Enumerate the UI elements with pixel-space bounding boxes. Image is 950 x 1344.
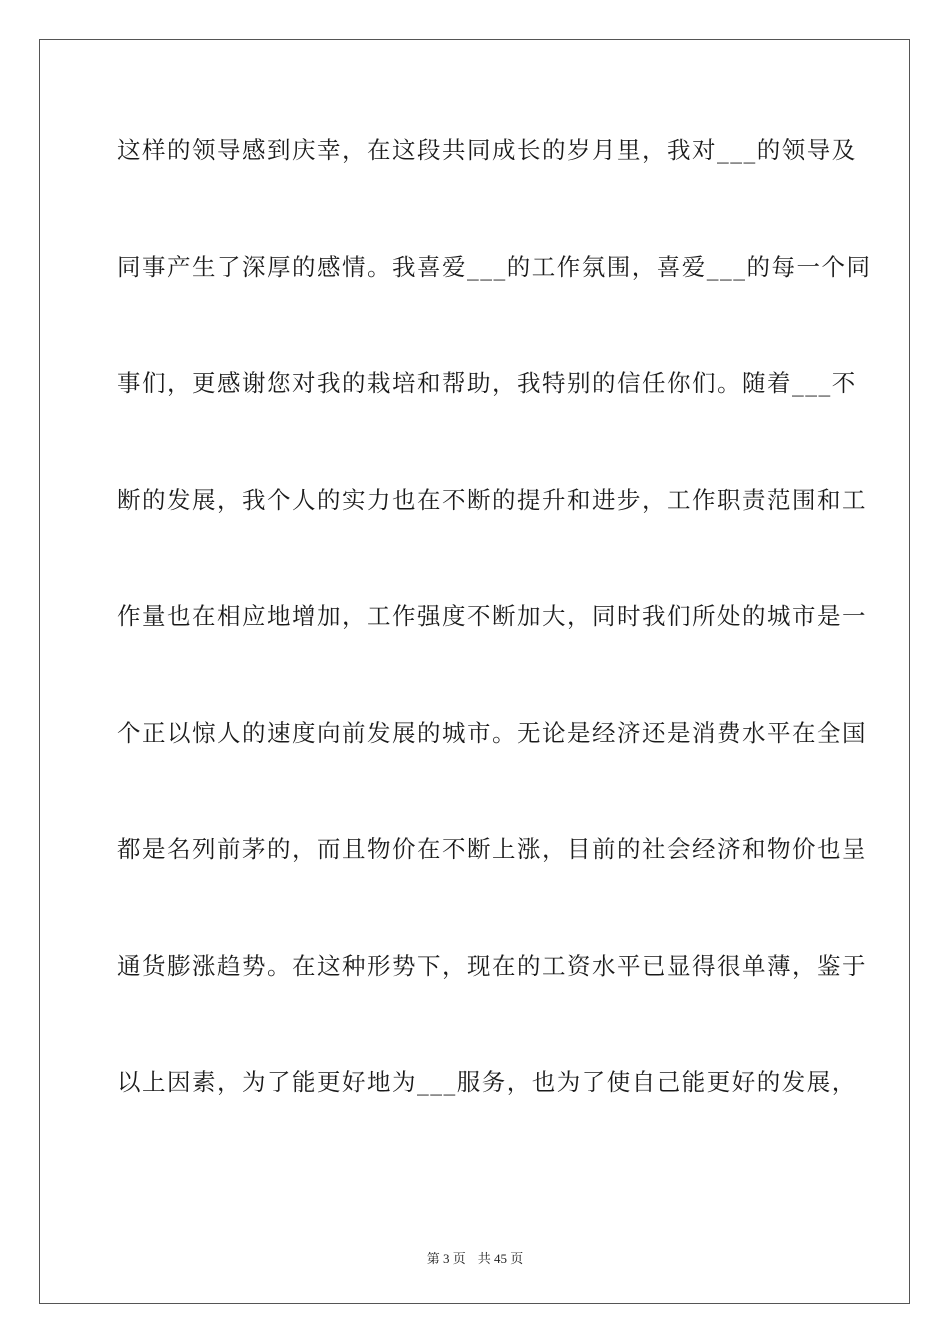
page-footer [0, 1248, 950, 1267]
text-line: 个正以惊人的速度向前发展的城市。无论是经济还是消费水平在全国 [117, 718, 867, 747]
text-line: 断的发展，我个人的实力也在不断的提升和进步，工作职责范围和工 [117, 485, 867, 514]
text-line: 这样的领导感到庆幸，在这段共同成长的岁月里，我对___的领导及 [117, 136, 857, 164]
text-line: 通货膨涨趋势。在这种形势下，现在的工资水平已显得很单薄，鉴于 [117, 951, 867, 980]
page-number: 第 3 页 [426, 1251, 466, 1266]
total-pages: 共 45 页 [477, 1251, 524, 1266]
text-line: 都是名列前茅的，而且物价在不断上涨，目前的社会经济和物价也呈 [117, 835, 867, 863]
text-line: 作量也在相应地增加，工作强度不断加大，同时我们所处的城市是一 [117, 602, 867, 630]
text-line: 同事产生了深厚的感情。我喜爱___的工作氛围，喜爱___的每一个同 [117, 252, 872, 281]
text-line: 事们，更感谢您对我的栽培和帮助，我特别的信任你们。随着___不 [117, 369, 857, 397]
text-line: 以上因素，为了能更好地为___服务，也为了使自己能更好的发展， [117, 1068, 857, 1096]
document-body [117, 130, 872, 1179]
